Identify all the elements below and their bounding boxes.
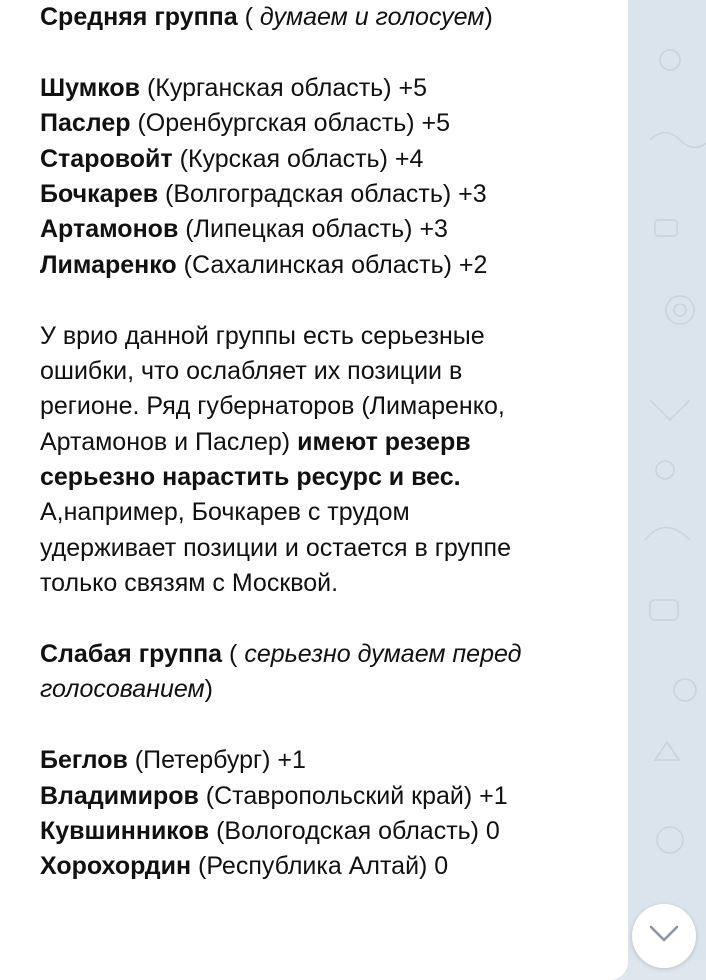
- paragraph-emphasis: имеют резерв: [297, 427, 471, 456]
- weak-group-note: серьезно думаем перед: [244, 640, 522, 669]
- paragraph-line: [40, 425, 620, 460]
- governor-name: Бочкарев: [40, 179, 159, 208]
- list-item: [40, 814, 620, 849]
- list-item: [40, 849, 620, 884]
- weak-group-heading-line: [40, 637, 620, 672]
- paragraph-emphasis: серьезно нарастить ресурс и вес.: [40, 463, 461, 492]
- spacer: [40, 708, 620, 743]
- governor-name: Кувшинников: [40, 816, 210, 845]
- list-item: [40, 177, 620, 212]
- spacer: [40, 283, 620, 318]
- chat-wallpaper-pattern: [630, 0, 706, 960]
- governor-details: (Ставропольский край) +1: [198, 781, 508, 810]
- governor-name: Паслер: [40, 109, 131, 138]
- paren-open: (: [237, 3, 260, 31]
- governor-details: (Липецкая область) +3: [178, 215, 448, 244]
- paragraph-text: Артамонов и Паслер): [40, 427, 298, 456]
- message-text: [40, 0, 620, 885]
- paragraph-line: А,например, Бочкарев с трудом: [40, 498, 410, 527]
- paragraph-line: только связям с Москвой.: [40, 569, 339, 598]
- governor-details: (Вологодская область) 0: [209, 816, 500, 845]
- governor-details: (Сахалинская область) +2: [176, 250, 488, 279]
- list-item: [40, 142, 620, 177]
- paragraph-line: У врио данной группы есть серьезные: [40, 321, 485, 350]
- governor-name: Шумков: [40, 73, 141, 102]
- governor-name: Хорохордин: [40, 852, 192, 881]
- governor-name: Артамонов: [40, 215, 179, 244]
- paragraph-line: [40, 460, 620, 495]
- list-item: [40, 779, 620, 814]
- mid-group-heading-line: [40, 0, 620, 35]
- weak-group-note: голосованием: [40, 675, 205, 704]
- governor-details: (Республика Алтай) 0: [191, 852, 449, 881]
- scroll-down-button[interactable]: [632, 904, 696, 968]
- list-item: [40, 71, 620, 106]
- governor-name: Лимаренко: [40, 250, 177, 279]
- mid-group-heading: Средняя группа: [40, 3, 238, 31]
- paren-close: ): [484, 3, 493, 31]
- governor-details: (Курганская область) +5: [140, 73, 427, 102]
- paren-close: ): [204, 675, 213, 704]
- mid-group-note: думаем и голосуем: [259, 3, 485, 31]
- chevron-down-icon: [648, 924, 680, 944]
- governor-details: (Волгоградская область) +3: [158, 179, 487, 208]
- list-item: [40, 212, 620, 247]
- paragraph-line: регионе. Ряд губернаторов (Лимаренко,: [40, 392, 505, 421]
- list-item: [40, 248, 620, 283]
- governor-name: Владимиров: [40, 781, 199, 810]
- governor-details: (Петербург) +1: [127, 746, 306, 775]
- weak-group-heading-line: [40, 672, 620, 707]
- list-item: [40, 106, 620, 141]
- governor-details: (Курская область) +4: [172, 144, 424, 173]
- governor-name: Беглов: [40, 746, 128, 775]
- paragraph-line: удерживает позиции и остается в группе: [40, 533, 511, 562]
- spacer: [40, 602, 620, 637]
- weak-group-heading: Слабая группа: [40, 640, 223, 669]
- list-item: [40, 743, 620, 778]
- governor-details: (Оренбургская область) +5: [130, 109, 451, 138]
- paren-open: (: [222, 640, 245, 669]
- paragraph-line: ошибки, что ослабляет их позиции в: [40, 356, 463, 385]
- spacer: [40, 35, 620, 70]
- governor-name: Старовойт: [40, 144, 173, 173]
